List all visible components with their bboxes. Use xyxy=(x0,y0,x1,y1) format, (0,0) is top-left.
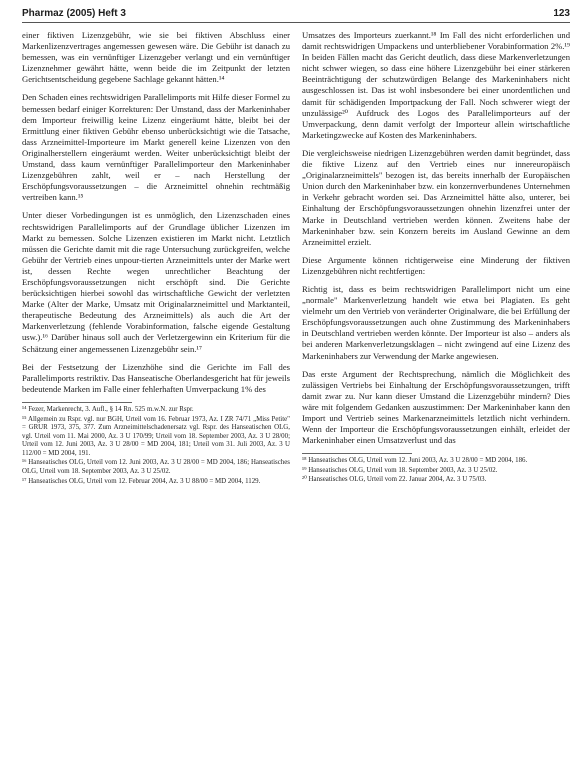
paragraph: Umsatzes des Importeurs zuerkannt.¹⁸ Im Fall des nicht erforderlichen und damit rechtswidrigen Umpackens und unterbliebener Vorabinformation 2%.¹⁹ In beiden Fällen macht das Gericht deutlich, dass diese Markenverletzungen nicht schwer wiegen, so dass eine höhere Lizenzgebühr bei einer stärkeren Beeinträchtigung der schutzwürdigen Belange des Markeninhabers nicht ausgeschlossen ist. Das ist wohl insbesondere bei einer unordentlichen und damit für schädigenden Importpackung der Fall. Noch schwerer wiegt der unzulässige²⁰ Aufdruck des Logos des Parallelimporteurs auf der Umverpackung, denn damit verfolgt der Importeur allein wirtschaftliche Marketingzwecke auf Kosten des Markeninhabers. xyxy=(302,30,570,140)
footnote: ¹⁸ Hanseatisches OLG, Urteil vom 12. Juni 2003, Az. 3 U 28/00 = MD 2004, 186. xyxy=(302,457,528,465)
footnotes-left xyxy=(22,403,290,486)
running-header xyxy=(22,8,570,23)
paragraph: Bei der Festsetzung der Lizenzhöhe sind die Gerichte im Fall des Parallelimports restriktiv. Das Hanseatische Oberlandesgericht hat für jeweils bedeutende Marken im Falle einer fehlerhaften Umverpackung 1% des xyxy=(22,361,290,394)
footnote: ¹⁹ Hanseatisches OLG, Urteil vom 18. September 2003, Az. 3 U 25/02. xyxy=(302,466,498,474)
paragraph: Die vergleichsweise niedrigen Lizenzgebühren werden damit begründet, dass die fiktive Lizenz auf den Vertrieb eines nur innereuropäisch „Originalarzneimittels" bezogen ist, das bereits innerhalb der Europäischen Union durch den Markeninhaber bzw. ein konzernverbundenes Unternehmen in Verkehr gebracht worden sei. Das Arzneimittel hätte also, unterer, bei Einhaltung der Erschöpfungsvoraussetzungen ohnehin lizenzfrei unter der Marke in Deutschland vertrieben werden können. Zweitens habe der Markeninhaber bzw. sein Konzern bereits im Ausland Gewinne an dem Arzneimittel erzielt. xyxy=(302,147,570,247)
paragraph: Das erste Argument der Rechtsprechung, nämlich die Möglichkeit des zulässigen Vertriebs bei Einhaltung der Erschöpfungsvoraussetzungen, trifft damit zwar zu. Nur kann dieser Umstand die Lizenzgebühr mindern? Dies wäre mit folgendem Gedanken auszustimmen: Der Markeninhaber kann den Import und Vertrieb seines Markenarzneimittels letztlich nicht verhindern. Wenn der Importeur die Erschöpfungsvoraussetzungen einhält, erleidet der Markeninhaber einen Umsatzverlust und das xyxy=(302,368,570,446)
journal-title: Pharmaz (2005) Heft 3 xyxy=(22,8,126,19)
footnote: ¹⁶ Hanseatisches OLG, Urteil vom 12. Juni 2003, Az. 3 U 28/00 = MD 2004, 186; Hanseatisches OLG, Urteil vom 18. September 2003, Az. 3 U 25/02. xyxy=(22,459,290,476)
page-number: 123 xyxy=(553,8,570,19)
paragraph: Den Schaden eines rechtswidrigen Parallelimports mit Hilfe dieser Formel zu bemessen bedarf einiger Korrekturen: Der Umstand, dass der Markeninhaber dem Importeur freiwillig keine Lizenz eingeräumt hätte, bleibt bei der Ermittlung einer fiktiven Gebühr ebenso unberücksichtigt wie die Tatsache, dass Arzneimittel-Importeure im Markt generell keine Lizenzen von den Originalherstellern eingeräumt werden. Weiter unberücksichtigt bleibt der Umstand, dass kaum vernünftiger Parallelimporteur den Markeninhaber Lizenzgebühren zahlt, weil er – nach Herstellung der Erschöpfungsvoraussetzungen – die Arzneimittel ohnehin rechtmäßig vertreiben kann.¹⁵ xyxy=(22,92,290,203)
paragraph: Unter dieser Vorbedingungen ist es unmöglich, den Lizenzschaden eines rechtswidrigen Parallelimports auf der Grundlage üblicher Lizenzen im Markt zu bemessen. Solche Lizenzen existieren im Markt nicht. Letztlich müssen die Gerichte damit mit die rage Untersuchung zurückgreifen, welche Gebühr der Vertrieb eines unpour-tierten Arzneimittels unter der Marke wert ist, dessen Rechte wegen unrechtlicher Beachtung der Erschöpfungsvoraussetzungen nicht erschöpft sind. Die Gerichte berücksichtigen hierbei sowohl das wirtschaftliche Gewicht der verletzten Marke (Alter der Marke, Umsatz mit Originalarzneimittel und Marktanteil, therapeutische Bedeutung des Arzneimittels) als auch die Art der Markenverletzung (fehlende Vorabinformation, falsche eigende Gestaltung usw.).¹⁶ Darüber hinaus soll auch der Verletzergewinn ein Kriterium für die Schätzung einer angemessenen Lizenzgebühr sein.¹⁷ xyxy=(22,210,290,354)
footnote: ¹⁵ Allgemein zu Rspr. vgl. nur BGH, Urteil vom 16. Februar 1973, Az. I ZR 74/71 „Miss Petite" = GRUR 1973, 375, 377. Zum Arzneimittelschadenersatz vgl. Rspr. des Hanseatischen OLG, vgl. Urteil vom 11. Mai 2000, Az. 3 U 170/99; Urteil vom 18. September 2003, Az. 3 U 28/00; Urteil vom 12. Juni 2003, Az. 3 U 28/00 = MD 2004, 181; Urteil vom 31. Juli 2003, Az. 3 U 112/00 = MD 2004, 191. xyxy=(22,415,290,457)
footnote: ¹⁷ Hanseatisches OLG, Urteil vom 12. Februar 2004, Az. 3 U 88/00 = MD 2004, 1129. xyxy=(22,477,261,485)
footnote: ¹⁴ Fezer, Markenrecht, 3. Aufl., § 14 Rn. 525 m.w.N. zur Rspr. xyxy=(22,405,194,413)
paragraph: Richtig ist, dass es beim rechtswidrigen Parallelimport nicht um eine „normale" Markenverletzung handelt wie etwa bei Plagiaten. Es geht vielmehr um den Vertrieb von veränderter Originalware, die bei Erfüllung der Erschöpfungsvoraussetzungen auch ohne Zustimmung des Markeninhabers in Deutschland vertrieben werden könnte. Der Importeur ist also – anders als bei anderen Markenverletzungsklagen – nicht zwingend auf eine Lizenz des Markeninhabers zur Verwendung der Marke angewiesen. xyxy=(302,283,570,361)
left-column xyxy=(22,30,290,487)
footnotes-right xyxy=(302,454,570,485)
paragraph: Diese Argumente können richtigerweise eine Minderung der fiktiven Lizenzgebühren nicht rechtfertigen: xyxy=(302,254,570,276)
footnote: ²⁰ Hanseatisches OLG, Urteil vom 22. Januar 2004, Az. 3 U 75/03. xyxy=(302,476,487,484)
paragraph: einer fiktiven Lizenzgebühr, wie sie bei fiktiven Abschluss einer Markenlizenzvertrages angemessen gewesen wäre. Die Gebühr ist danach zu bemessen, was ein vernünftiger Lizenzgeber verlangt und ein vernünftiger Lizenznehmer gewährt hätte, wenn beide die im Zeitpunkt der letzten Gerichtsentscheidung gegebene Sachlage gekannt hätten.¹⁴ xyxy=(22,30,290,85)
right-column xyxy=(302,30,570,486)
